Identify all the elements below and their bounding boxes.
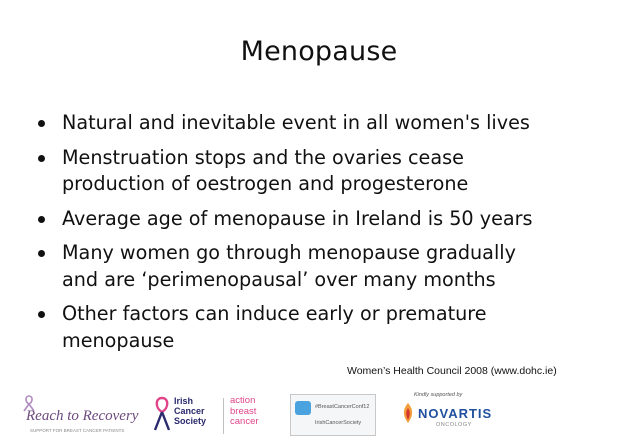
ics-line: Society <box>174 416 207 426</box>
ics-line: Cancer <box>174 406 205 416</box>
twitter-hashtag: #BreastCancerConf12 <box>315 404 370 410</box>
bullet-dot <box>38 311 45 318</box>
sponsor-logos <box>0 388 638 442</box>
bullet-item <box>36 110 616 137</box>
bullet-text: Natural and inevitable event in all women's lives <box>62 111 530 134</box>
bullet-item <box>36 301 616 354</box>
bullet-text: Average age of menopause in Ireland is 50 years <box>62 206 533 230</box>
bullet-dot <box>38 216 45 223</box>
bullet-dot <box>38 120 45 127</box>
bullet-dot <box>38 250 45 257</box>
bullet-dot <box>38 155 45 162</box>
pink-ribbon-icon <box>152 396 172 432</box>
bullet-item <box>36 206 616 233</box>
ics-line: Irish <box>174 396 194 406</box>
slide-title: Menopause <box>240 36 398 67</box>
twitter-handle: IrishCancerSociety <box>315 420 362 426</box>
abc-line: action <box>230 395 256 406</box>
novartis-brand: NOVARTIS <box>418 406 493 421</box>
bullet-text: and are ‘perimenopausal’ over many months <box>62 267 496 291</box>
novartis-sub: ONCOLOGY <box>436 422 472 428</box>
bullet-item <box>36 240 616 293</box>
reach-to-recovery-name: Reach to Recovery <box>26 408 139 424</box>
reach-to-recovery-logo <box>18 394 139 440</box>
bullet-item <box>36 145 616 198</box>
bullet-text: menopause <box>62 328 175 352</box>
bullet-list <box>36 110 616 362</box>
bullet-text: Many women go through menopause gradually <box>62 241 516 264</box>
abc-line: breast <box>230 405 257 417</box>
bullet-text: Other factors can induce early or premature <box>62 302 487 325</box>
novartis-kindly: Kindly supported by <box>414 392 463 398</box>
logo-divider <box>223 398 224 434</box>
reach-to-recovery-subtitle: SUPPORT FOR BREAST CANCER PATIENTS <box>30 428 125 433</box>
novartis-logo <box>396 392 506 438</box>
citation: Women’s Health Council 2008 (www.dohc.ie) <box>347 365 557 377</box>
irish-cancer-society-logo <box>152 396 282 436</box>
bullet-text: Menstruation stops and the ovaries cease <box>62 145 464 169</box>
ics-name <box>174 396 206 426</box>
twitter-bird-icon <box>295 401 311 415</box>
bullet-text: production of oestrogen and progesterone <box>62 172 469 195</box>
action-breast-cancer <box>230 396 259 428</box>
abc-line: cancer <box>230 416 259 427</box>
novartis-flame-icon <box>400 402 416 424</box>
twitter-badge <box>290 394 376 436</box>
